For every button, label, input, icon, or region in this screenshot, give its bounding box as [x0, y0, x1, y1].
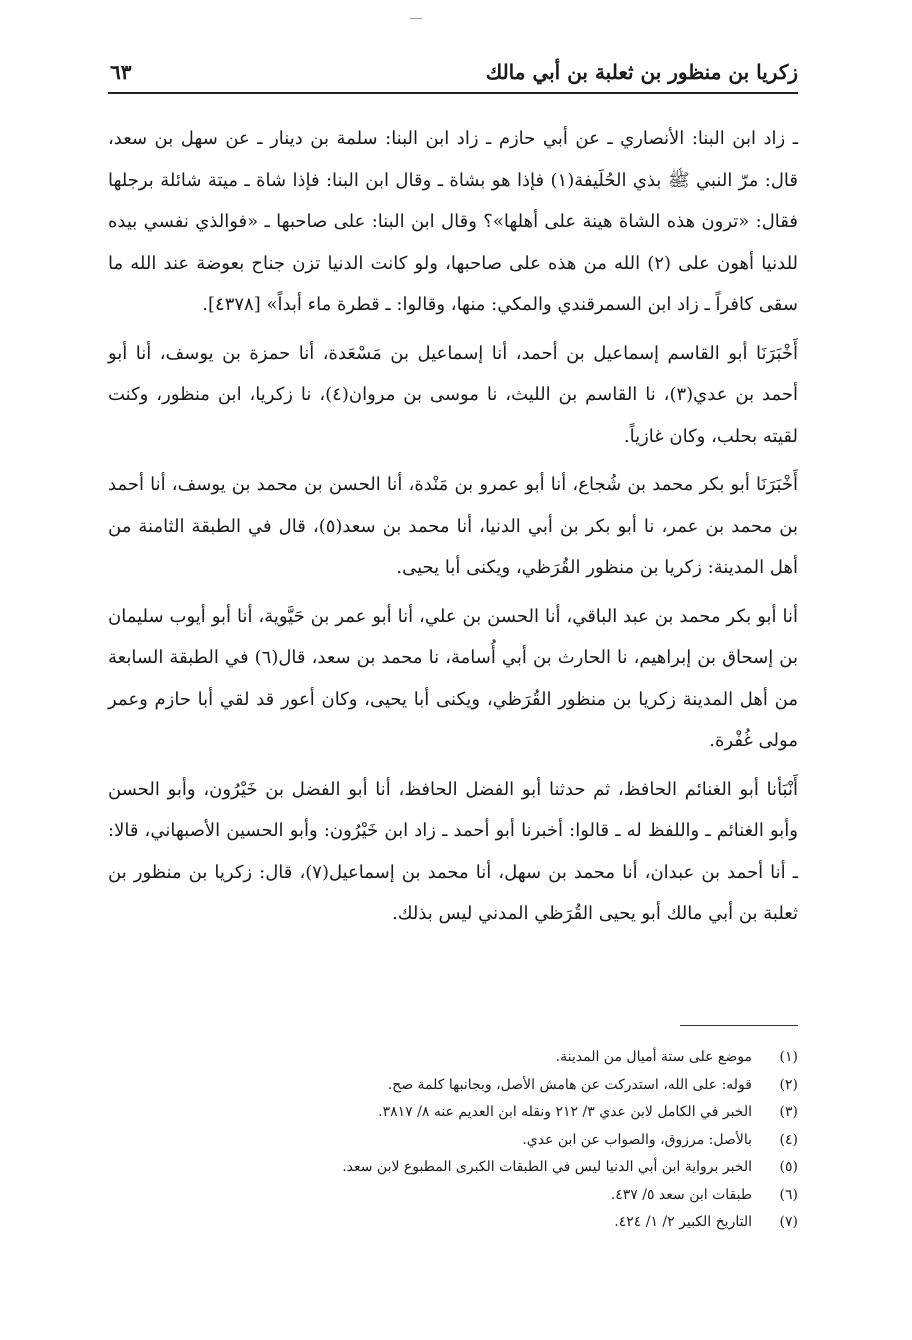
footnote-4 [108, 1127, 798, 1155]
footnote-rule [680, 1025, 798, 1026]
footnote-text: طبقات ابن سعد ٥/ ٤٣٧. [610, 1186, 752, 1203]
footnote-number: (٤) [779, 1131, 798, 1148]
footnote-7 [108, 1209, 798, 1237]
footnotes [108, 1044, 798, 1237]
paragraph-1: ـ زاد ابن البنا: الأنصاري ـ عن أبي حازم ـ زاد ابن البنا: سلمة بن دينار ـ عن سهل بن سعد، قال: مرّ النبي ﷺ بذي الحُلَيفة(١) فإذا هو بشاة ـ وقال ابن البنا: فإذا شاة ـ ميتة شائلة برجلها فقال: «ترون هذه الشاة هينة على أهلها»؟ وقال ابن البنا: على صاحبها ـ «فوالذي نفسي بيده للدنيا أهون على (٢) الله من هذه على صاحبها، ولو كانت الدنيا تزن جناح بعوضة عند الله ما سقى كافراً ـ زاد ابن السمرقندي والمكي: منها، وقالوا: ـ قطرة ماء أبداً» [٤٣٧٨]. [108, 128, 799, 315]
footnote-number: (١) [779, 1049, 798, 1065]
footnote-text: الخبر في الكامل لابن عدي ٣/ ٢١٢ ونقله ابن العديم عنه ٨/ ٣٨١٧. [378, 1104, 752, 1120]
footnote-2 [108, 1072, 798, 1100]
footnote-number: (٣) [779, 1104, 798, 1120]
paragraph-4: أنا أبو بكر محمد بن عبد الباقي، أنا الحسن بن علي، أنا أبو عمر بن حَيَّوية، أنا أبو أيوب سليمان بن إسحاق بن إبراهيم، نا الحارث بن أبي أُسامة، نا محمد بن سعد، قال(٦) في الطبقة السابعة من أهل المدينة زكريا بن منظور القُرَظي، ويكنى أبا يحيى، وكان أعور قد لقي أبا حازم وعمر مولى غُفْرة. [108, 605, 799, 751]
footnote-number: (٥) [779, 1159, 798, 1175]
header-rule [108, 92, 798, 94]
footnote-number: (٢) [779, 1076, 798, 1093]
page-number: ٦٣ [110, 60, 132, 84]
footnote-text: بالأصل: مرزوق، والصواب عن ابن عدي. [522, 1131, 752, 1148]
page-header [108, 58, 798, 94]
top-mark [410, 18, 422, 19]
footnote-text: التاريخ الكبير ٢/ ١/ ٤٢٤. [614, 1214, 752, 1230]
footnote-3 [108, 1099, 798, 1127]
main-text [108, 118, 798, 935]
footnote-text: قوله: على الله، استدركت عن هامش الأصل، وبجانبها كلمة صح. [387, 1076, 752, 1093]
footnote-1 [108, 1044, 798, 1072]
paragraph-2: أَخْبَرَنَا أبو القاسم إسماعيل بن أحمد، أنا إسماعيل بن مَسْعَدة، أنا حمزة بن يوسف، أنا أبو أحمد بن عدي(٣)، نا القاسم بن الليث، نا موسى بن مروان(٤)، نا زكريا، ابن منظور، وكنت لقيته بحلب، وكان غازياً. [108, 342, 798, 447]
paragraph-5: أَنْبَأنا أبو الغنائم الحافظ، ثم حدثنا أبو الفضل الحافظ، أنا أبو الفضل بن خَيْرُون، وأبو الحسن وأبو الغنائم ـ واللفظ له ـ قالوا: أخبرنا أبو أحمد ـ زاد ابن خَيْرُون: وأبو الحسين الأصبهاني، قالا: ـ أنا أحمد بن عبدان، أنا محمد بن سهل، أنا محمد بن إسماعيل(٧)، قال: زكريا بن منظور بن ثعلبة بن أبي مالك أبو يحيى القُرَظي المدني ليس بذلك. [108, 778, 798, 924]
footnote-5 [108, 1154, 798, 1182]
paragraph-3: أَخْبَرَنَا أبو بكر محمد بن شُجاع، أنا أبو عمرو بن مَنْدة، أنا الحسن بن محمد بن يوسف، أنا أحمد بن محمد بن عمر، نا أبو بكر بن أبي الدنيا، أنا محمد بن سعد(٥)، قال في الطبقة الثامنة من أهل المدينة: زكريا بن منظور القُرَظي، ويكنى أبا يحيى. [108, 474, 799, 578]
footnote-text: موضع على ستة أميال من المدينة. [555, 1049, 752, 1065]
footnote-6 [108, 1182, 798, 1210]
footnote-number: (٧) [779, 1214, 798, 1230]
footnote-text: الخبر برواية ابن أبي الدنيا ليس في الطبقات الكبرى المطبوع لابن سعد. [342, 1159, 752, 1175]
footnote-number: (٦) [779, 1186, 798, 1203]
running-title: زكريا بن منظور بن ثعلبة بن أبي مالك [485, 60, 798, 84]
